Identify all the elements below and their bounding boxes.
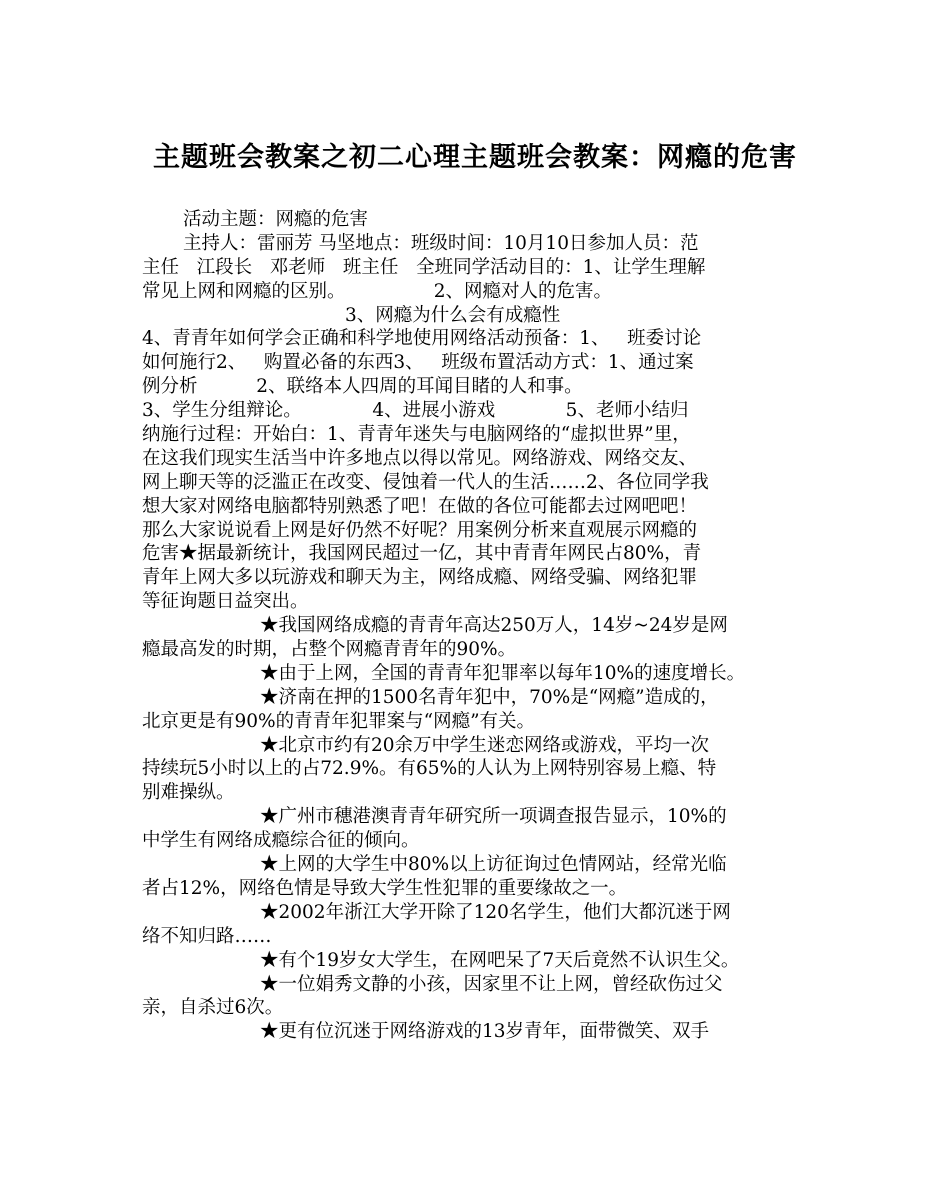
- document-title: 主题班会教案之初二心理主题班会教案：网瘾的危害: [153, 142, 797, 173]
- text-line: ★有个19岁女大学生，在网吧呆了7天后竟然不认识生父。: [260, 949, 740, 971]
- text-line: 想大家对网络电脑都特别熟悉了吧！在做的各位可能都去过网吧吧！: [142, 495, 698, 517]
- text-line: ★广州市穗港澳青青年研究所一项调查报告显示，10%的: [260, 806, 727, 828]
- text-line: ★济南在押的1500名青年犯中，70%是“网瘾”造成的，: [260, 686, 719, 708]
- text-line: 常见上网和网瘾的区别。 2、网瘾对人的危害。: [142, 280, 612, 302]
- text-line: ★更有位沉迷于网络游戏的13岁青年，面带微笑、双手: [260, 1021, 710, 1043]
- text-line: 危害★据最新统计，我国网民超过一亿，其中青青年网民占80%，青: [142, 543, 702, 565]
- text-line: 如何施行2、 购置必备的东西3、 班级布置活动方式：1、通过案: [142, 352, 694, 374]
- text-line: 中学生有网络成瘾综合征的倾向。: [142, 830, 420, 852]
- text-line: ★我国网络成瘾的青青年高达250万人，14岁~24岁是网: [260, 615, 728, 637]
- text-line: 等征询题日益突出。: [142, 591, 309, 613]
- text-line: 持续玩5小时以上的占72.9%。有65%的人认为上网特别容易上瘾、特: [142, 758, 717, 780]
- text-line: ★一位娟秀文静的小孩，因家里不让上网，曾经砍伤过父: [260, 973, 723, 995]
- text-line: 在这我们现实生活当中许多地点以得以常见。网络游戏、网络交友、: [142, 447, 698, 469]
- text-line: ★上网的大学生中80%以上访征询过色情网站，经常光临: [260, 854, 727, 876]
- text-line: 瘾最高发的时期，占整个网瘾青青年的90%。: [142, 639, 517, 661]
- text-line: 网上聊天等的泛滥正在改变、侵蚀着一代人的生活……2、各位同学我: [142, 471, 709, 493]
- text-line: ★2002年浙江大学开除了120名学生，他们大都沉迷于网: [260, 901, 731, 923]
- text-line: 主持人：雷丽芳 马坚地点：班级时间：10月10日参加人员：范: [183, 232, 699, 254]
- text-line: 别难操纵。: [142, 782, 235, 804]
- text-line: 那么大家说说看上网是好仍然不好呢？用案例分析来直观展示网瘾的: [142, 519, 698, 541]
- text-line: 络不知归路……: [142, 925, 272, 947]
- text-line: 活动主题：网瘾的危害: [183, 209, 369, 230]
- text-line: ★北京市约有20余万中学生迷恋网络或游戏，平均一次: [260, 734, 710, 756]
- text-line: 亲，自杀过6次。: [142, 997, 284, 1019]
- text-line: ★由于上网，全国的青青年犯罪率以每年10%的速度增长。: [260, 662, 746, 684]
- text-line: 例分析 2、联络本人四周的耳闻目睹的人和事。: [142, 376, 583, 398]
- text-line: 者占12%，网络色情是导致大学生性犯罪的重要缘故之一。: [142, 877, 628, 899]
- text-line: 青年上网大多以玩游戏和聊天为主，网络成瘾、网络受骗、网络犯罪: [142, 567, 698, 589]
- document-body: [142, 208, 814, 1044]
- text-line: 4、青青年如何学会正确和科学地使用网络活动预备：1、 班委讨论: [142, 328, 702, 350]
- text-line: 主任 江段长 邓老师 班主任 全班同学活动目的：1、让学生理解: [142, 256, 706, 278]
- text-line: 纳施行过程：开始白：1、青青年迷失与电脑网络的“虚拟世界”里，: [142, 424, 691, 446]
- text-line: 北京更是有90%的青青年犯罪案与“网瘾”有关。: [142, 710, 536, 732]
- text-line: 3、网瘾为什么会有成瘾性: [345, 304, 561, 326]
- text-line: 3、学生分组辩论。 4、进展小游戏 5、老师小结归: [142, 400, 689, 422]
